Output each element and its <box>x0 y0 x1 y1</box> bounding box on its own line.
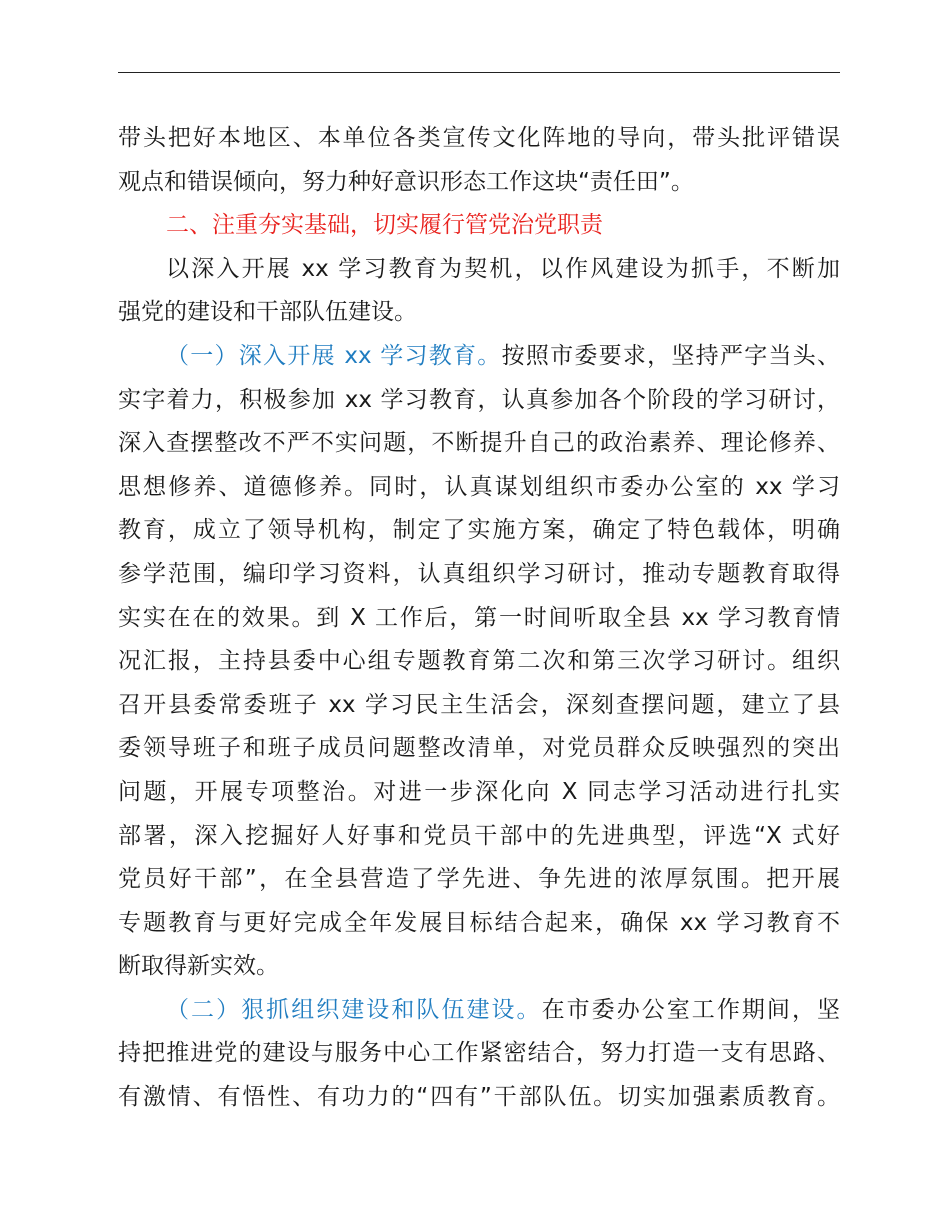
para4-line-3: 有激情、有悟性、有功力的“四有”干部队伍。切实加强素质教育。 <box>118 1084 840 1111</box>
subsection-heading-1: （一）深入开展 xx 学习教育。 <box>166 342 502 369</box>
para4-line-1-text: 在市委办公室工作期间，坚 <box>541 996 841 1023</box>
para3-line: 深入查摆整改不严不实问题，不断提升自己的政治素养、理论修养、 <box>118 430 840 457</box>
para3-line: 参学范围，编印学习资料，认真组织学习研讨，推动专题教育取得 <box>118 560 840 587</box>
para3-last-line: 断取得新实效。 <box>118 953 279 980</box>
para3-line: 实字着力，积极参加 xx 学习教育，认真参加各个阶段的学习研讨， <box>118 386 840 413</box>
para3-line: 思想修养、道德修养。同时，认真谋划组织市委办公室的 xx 学习 <box>118 473 840 500</box>
para3-line: 问题，开展专项整治。对进一步深化向 X 同志学习活动进行扎实 <box>118 778 840 805</box>
para3-line: 教育，成立了领导机构，制定了实施方案，确定了特色载体，明确 <box>118 517 840 544</box>
para3-line: 实实在在的效果。到 X 工作后，第一时间听取全县 xx 学习教育情 <box>118 604 840 631</box>
para3-line: 党员好干部”，在全县营造了学先进、争先进的浓厚氛围。把开展 <box>118 866 840 893</box>
para2-line-1: 以深入开展 xx 学习教育为契机，以作风建设为抓手，不断加 <box>166 255 840 282</box>
para3-line-1-text: 按照市委要求，坚持严字当头、 <box>501 342 841 369</box>
para1-line-1: 带头把好本地区、本单位各类宣传文化阵地的导向，带头批评错误 <box>118 125 840 151</box>
subsection-heading-2: （二）狠抓组织建设和队伍建设。 <box>166 996 542 1023</box>
para3-line: 况汇报，主持县委中心组专题教育第二次和第三次学习研讨。组织 <box>118 648 840 675</box>
para4-line-2: 持把推进党的建设与服务中心工作紧密结合，努力打造一支有思路、 <box>118 1040 840 1067</box>
section-heading: 二、注重夯实基础，切实履行管党治党职责 <box>166 212 603 239</box>
para2-line-2: 强党的建设和干部队伍建设。 <box>118 299 417 326</box>
para3-line-1 <box>118 335 840 379</box>
para3-line: 部署，深入挖掘好人好事和党员干部中的先进典型，评选“X 式好 <box>118 822 840 849</box>
para3-line: 专题教育与更好完成全年发展目标结合起来，确保 xx 学习教育不 <box>118 909 840 936</box>
para1-line-2: 观点和错误倾向，努力种好意识形态工作这块“责任田”。 <box>118 168 694 195</box>
body-text <box>118 117 840 1120</box>
header-rule <box>118 72 840 73</box>
para3-line: 委领导班子和班子成员问题整改清单，对党员群众反映强烈的突出 <box>118 735 840 762</box>
para3-line: 召开县委常委班子 xx 学习民主生活会，深刻查摆问题，建立了县 <box>118 691 840 718</box>
para4-line-1 <box>118 989 840 1033</box>
